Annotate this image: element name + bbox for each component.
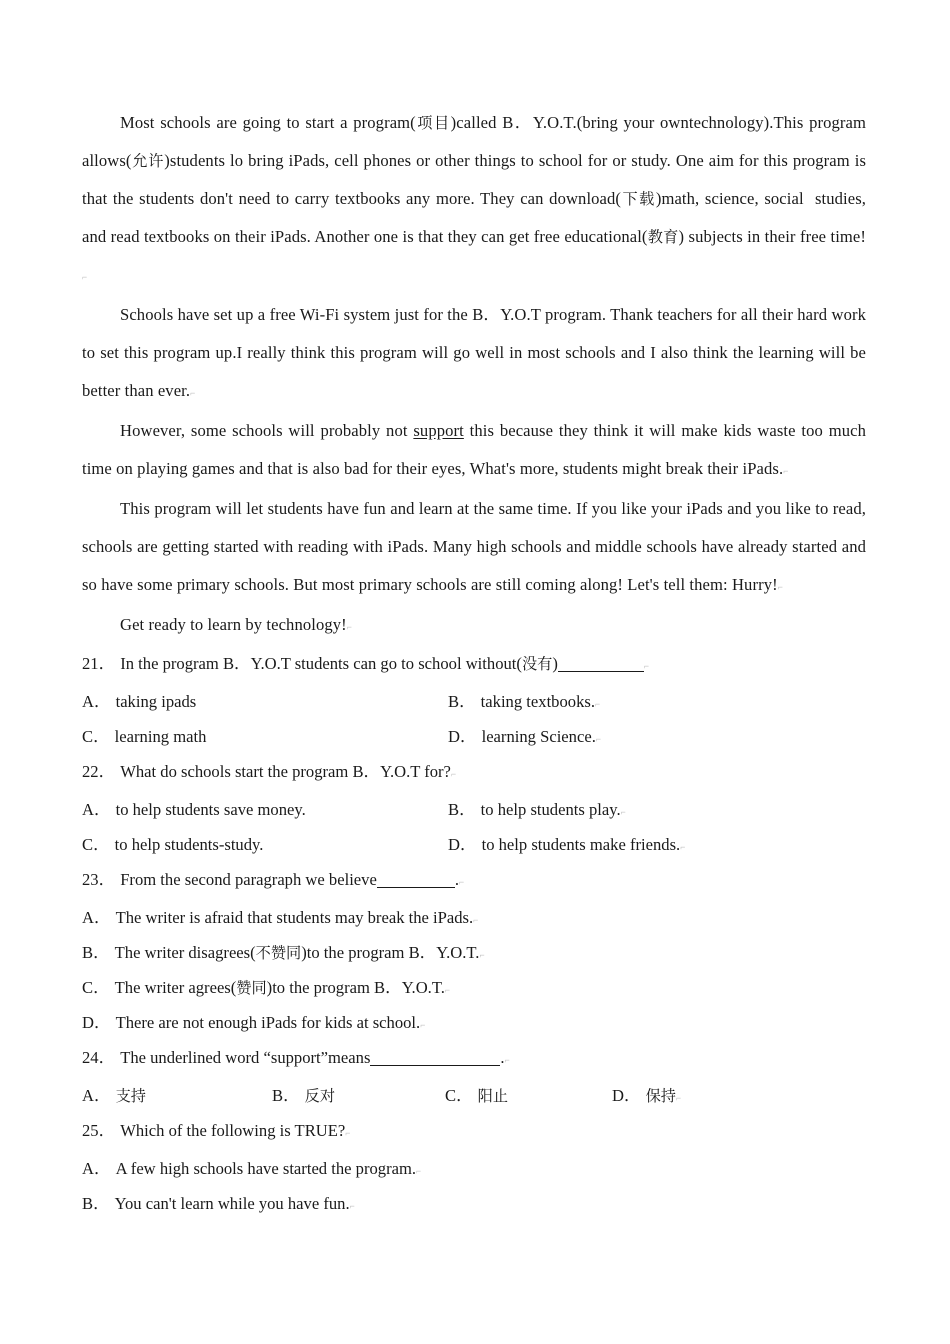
option-letter: D． xyxy=(612,1086,641,1105)
option-letter: A． xyxy=(82,692,111,711)
option-letter: A． xyxy=(82,1086,111,1105)
formatting-mark-icon: ⌐ xyxy=(479,950,485,960)
formatting-mark-icon: ⌐ xyxy=(82,272,88,282)
paragraph-text: Schools have set up a free Wi-Fi system just for the B．Y.O.T program. Thank teachers for all their hard work to set this program up.I really think this program will go well in most schools and I also think the learning will be better than ever. xyxy=(82,305,866,400)
question-22-stem xyxy=(82,754,866,792)
formatting-mark-icon: ⌐ xyxy=(643,661,649,671)
option-label: The writer is afraid that students may break the iPads. xyxy=(115,908,474,927)
option-letter: C． xyxy=(445,1086,473,1105)
option-21-B[interactable] xyxy=(448,684,600,722)
question-24 xyxy=(82,1040,866,1113)
option-label: learning math xyxy=(114,727,207,746)
article-body xyxy=(82,104,866,646)
article-paragraph-3 xyxy=(82,412,866,490)
stem-tail: . xyxy=(500,1048,505,1067)
formatting-mark-icon: ⌐ xyxy=(444,985,450,995)
formatting-mark-icon: ⌐ xyxy=(416,1166,422,1176)
paragraph-text: However, some schools will probably not support this because they think it will make kids waste too much time on playing games and that is also bad for their eyes, What's more, students might break their iPads. xyxy=(82,421,866,478)
question-stem-text: The underlined word “support”means xyxy=(120,1048,371,1067)
question-stem-text: From the second paragraph we believe xyxy=(120,870,377,889)
formatting-mark-icon: ⌐ xyxy=(620,807,626,817)
option-label: 阳止 xyxy=(477,1087,509,1105)
option-letter: C． xyxy=(82,727,110,746)
formatting-mark-icon: ⌐ xyxy=(680,842,686,852)
option-23-B[interactable] xyxy=(82,935,866,970)
formatting-mark-icon: ⌐ xyxy=(777,582,783,592)
option-label: The writer disagrees(不赞同)to the program B．Y.O.T. xyxy=(114,943,480,962)
formatting-mark-icon: ⌐ xyxy=(595,734,601,744)
option-label: You can't learn while you have fun. xyxy=(114,1194,350,1213)
formatting-mark-icon: ⌐ xyxy=(783,466,789,476)
option-24-A[interactable] xyxy=(82,1078,146,1114)
option-letter: B． xyxy=(448,800,476,819)
option-24-D[interactable] xyxy=(612,1078,681,1116)
formatting-mark-icon: ⌐ xyxy=(473,915,479,925)
option-letter: D． xyxy=(448,727,477,746)
answer-blank[interactable] xyxy=(377,872,455,888)
option-label: taking textbooks. xyxy=(480,692,595,711)
question-24-options-row-1 xyxy=(82,1078,866,1113)
option-letter: D． xyxy=(82,1013,111,1032)
page-content xyxy=(82,104,866,1221)
option-letter: B． xyxy=(82,1194,110,1213)
formatting-mark-icon: ⌐ xyxy=(190,388,196,398)
question-22-options-row-2 xyxy=(82,827,866,862)
option-label: to help students make friends. xyxy=(481,835,681,854)
underlined-word-support: support xyxy=(413,421,464,440)
option-21-D[interactable] xyxy=(448,719,601,757)
option-label: learning Science. xyxy=(481,727,596,746)
question-22 xyxy=(82,754,866,862)
option-letter: B． xyxy=(272,1086,300,1105)
question-21-options-row-2 xyxy=(82,719,866,754)
question-stem-text: In the program B．Y.O.T students can go to school without(没有) xyxy=(120,654,558,673)
article-paragraph-5 xyxy=(82,606,866,646)
question-stem-text: What do schools start the program B．Y.O.T for? xyxy=(120,762,451,781)
question-24-stem xyxy=(82,1040,866,1078)
option-letter: C． xyxy=(82,978,110,997)
question-25-stem xyxy=(82,1113,866,1151)
formatting-mark-icon: ⌐ xyxy=(504,1055,510,1065)
formatting-mark-icon: ⌐ xyxy=(594,699,601,709)
question-number: 21． xyxy=(82,654,116,673)
option-label: taking ipads xyxy=(115,692,197,711)
option-23-A[interactable] xyxy=(82,900,866,935)
question-21 xyxy=(82,646,866,754)
option-23-C[interactable] xyxy=(82,970,866,1005)
stem-tail: . xyxy=(454,870,459,889)
formatting-mark-icon: ⌐ xyxy=(345,1128,351,1138)
paragraph-text: This program will let students have fun and learn at the same time. If you like your iPads and you like to read, schools are getting started with reading with iPads. Many high schools and middle schools have already started and so have some primary schools. But most primary schools are still coming along! Let's tell them: Hurry! xyxy=(82,499,866,594)
option-24-B[interactable] xyxy=(272,1078,335,1114)
option-label: 反对 xyxy=(304,1087,336,1105)
option-label: 支持 xyxy=(115,1087,146,1105)
article-paragraph-4 xyxy=(82,490,866,606)
formatting-mark-icon: ⌐ xyxy=(420,1020,426,1030)
option-label: to help students-study. xyxy=(114,835,264,854)
question-stem-text: Which of the following is TRUE? xyxy=(120,1121,346,1140)
option-letter: C． xyxy=(82,835,110,854)
formatting-mark-icon: ⌐ xyxy=(450,769,457,779)
formatting-mark-icon: ⌐ xyxy=(459,877,465,887)
question-21-options-row-1 xyxy=(82,684,866,719)
option-25-A[interactable] xyxy=(82,1151,866,1186)
option-22-B[interactable] xyxy=(448,792,626,830)
option-letter: A． xyxy=(82,908,111,927)
option-label: The writer agrees(赞同)to the program B．Y.O.T. xyxy=(114,978,445,997)
option-23-D[interactable] xyxy=(82,1005,866,1040)
question-23-stem xyxy=(82,862,866,900)
question-22-options-row-1 xyxy=(82,792,866,827)
formatting-mark-icon: ⌐ xyxy=(675,1093,682,1103)
option-22-C[interactable] xyxy=(82,827,263,862)
formatting-mark-icon: ⌐ xyxy=(349,1201,355,1211)
answer-blank[interactable] xyxy=(370,1050,500,1066)
article-paragraph-2 xyxy=(82,296,866,412)
option-label: to help students play. xyxy=(480,800,621,819)
option-letter: B． xyxy=(82,943,110,962)
question-23 xyxy=(82,862,866,1040)
option-letter: A． xyxy=(82,800,111,819)
option-label: to help students save money. xyxy=(115,800,306,819)
option-24-C[interactable] xyxy=(445,1078,508,1114)
question-number: 23． xyxy=(82,870,116,889)
option-label: There are not enough iPads for kids at school. xyxy=(115,1013,421,1032)
option-22-D[interactable] xyxy=(448,827,685,865)
option-22-A[interactable] xyxy=(82,792,306,827)
option-21-C[interactable] xyxy=(82,719,206,754)
question-number: 22． xyxy=(82,762,116,781)
question-number: 25． xyxy=(82,1121,116,1140)
paragraph-text: Get ready to learn by technology! xyxy=(120,615,347,634)
option-label: A few high schools have started the program. xyxy=(115,1159,417,1178)
option-letter: D． xyxy=(448,835,477,854)
article-paragraph-1 xyxy=(82,104,866,296)
option-25-B[interactable] xyxy=(82,1186,866,1221)
paragraph-text: Most schools are going to start a program(项目)called B．Y.O.T.(bring your owntechnology).This program allows(允许)students lo bring iPads, cell phones or other things to school for or study. One aim for this program is that the students don't need to carry textbooks any more. They can download(下载)math, science, social studies, and read textbooks on their iPads. Another one is that they can get free educational(教育) subjects in their free time! xyxy=(82,113,867,246)
question-25 xyxy=(82,1113,866,1221)
option-label: 保持 xyxy=(645,1087,676,1105)
formatting-mark-icon: ⌐ xyxy=(346,622,352,632)
answer-blank[interactable] xyxy=(558,656,644,672)
option-letter: B． xyxy=(448,692,476,711)
option-21-A[interactable] xyxy=(82,684,196,719)
option-letter: A． xyxy=(82,1159,111,1178)
question-number: 24． xyxy=(82,1048,116,1067)
question-21-stem xyxy=(82,646,866,684)
